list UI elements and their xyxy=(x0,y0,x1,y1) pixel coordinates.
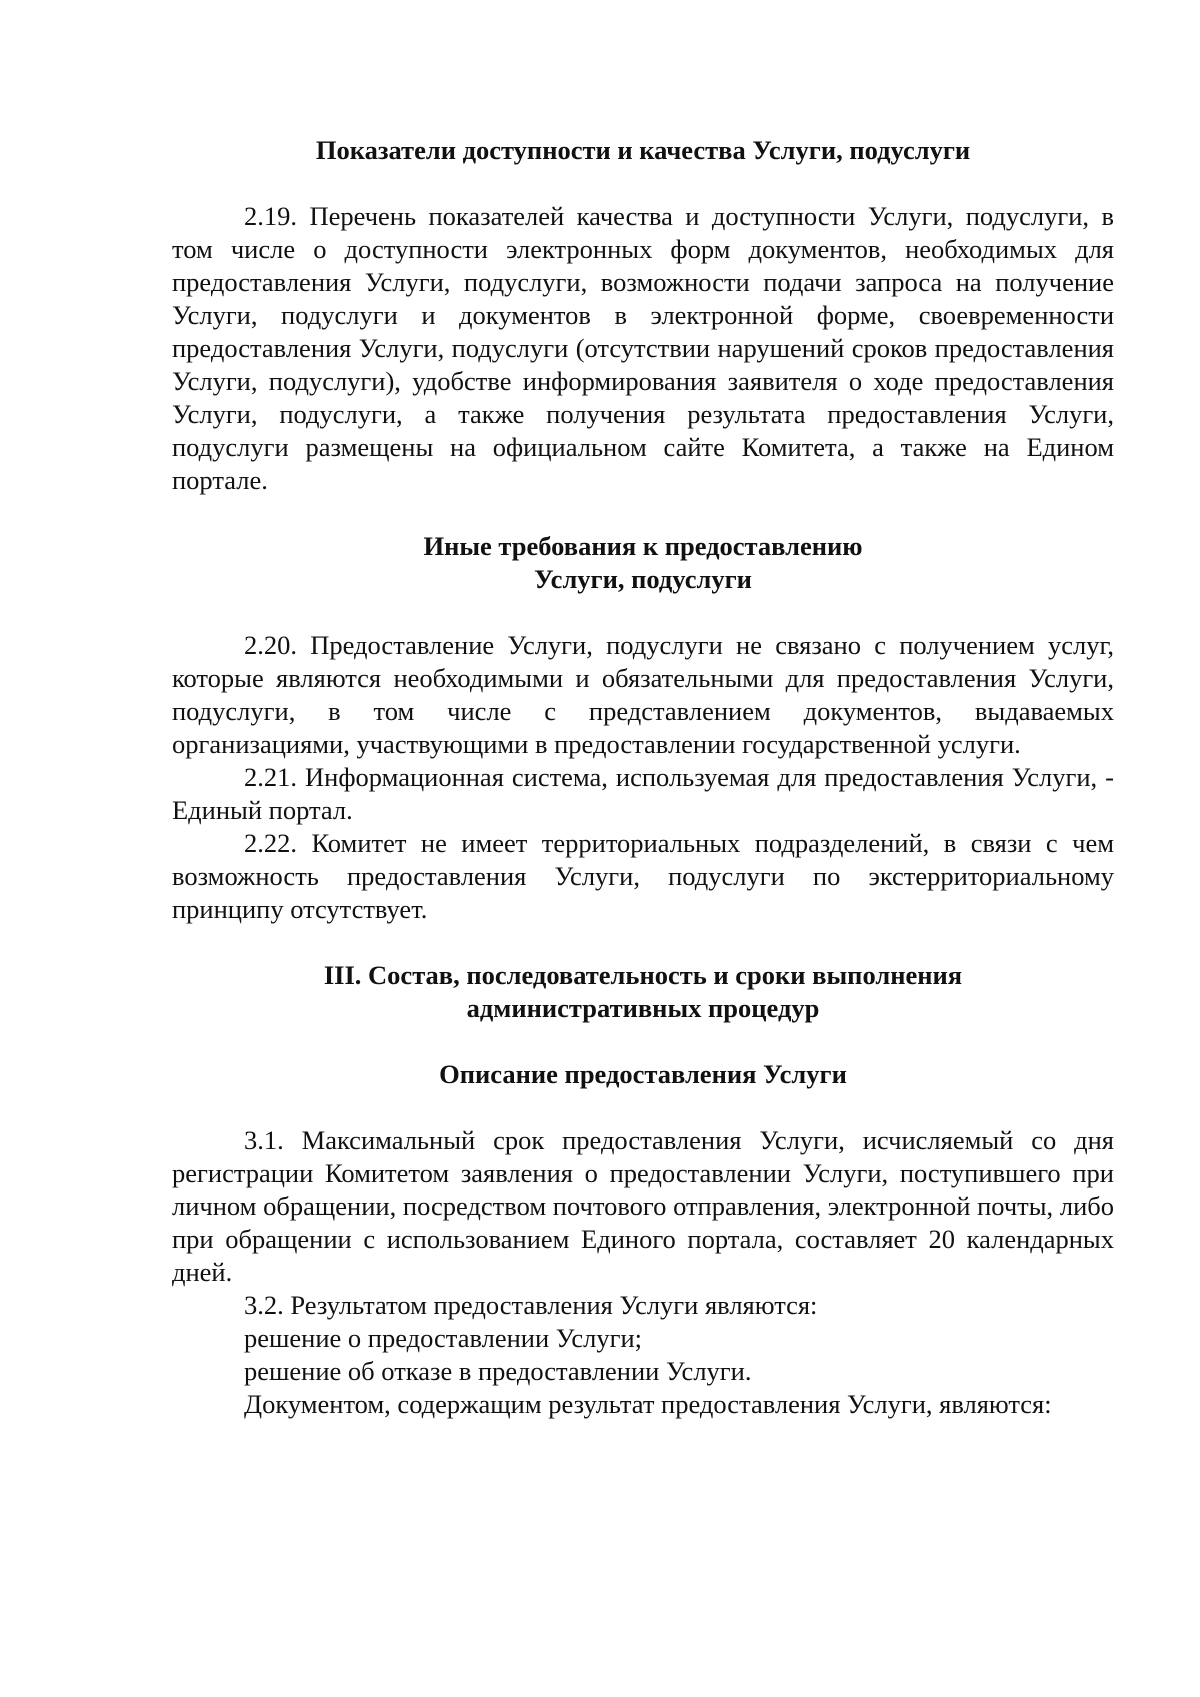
list-item-decision-refusal: решение об отказе в предоставлении Услуги. xyxy=(244,1356,752,1386)
paragraph-2-21: 2.21. Информационная система, используемая для предоставления Услуги, - Единый портал. xyxy=(172,762,1114,825)
paragraph-result-document: Документом, содержащим результат предоставления Услуги, являются: xyxy=(244,1389,1052,1419)
paragraph-3-1: 3.1. Максимальный срок предоставления Услуги, исчисляемый со дня регистрации Комитетом заявления о предоставлении Услуги, поступившего при личном обращении, посредством почтового отправления, электронной почты, либо при обращении с использованием Единого портала, составляет 20 календарных дней. xyxy=(172,1125,1114,1287)
heading-service-description: Описание предоставления Услуги xyxy=(439,1059,847,1089)
paragraph-3-2: 3.2. Результатом предоставления Услуги являются: xyxy=(244,1290,818,1320)
spacer xyxy=(172,926,1114,959)
heading-section-III: III. Состав, последовательность и сроки выполнения административных процедур xyxy=(323,960,963,1023)
heading-other-requirements: Иные требования к предоставлению Услуги, подуслуги xyxy=(423,531,863,594)
paragraph-2-22: 2.22. Комитет не имеет территориальных подразделений, в связи с чем возможность предоставления Услуги, подуслуги по экстерриториальному принципу отсутствует. xyxy=(172,828,1114,924)
spacer xyxy=(172,497,1114,530)
spacer xyxy=(172,596,1114,629)
paragraph-2-19: 2.19. Перечень показателей качества и доступности Услуги, подуслуги, в том числе о доступности электронных форм документов, необходимых для предоставления Услуги, подуслуги, возможности подачи запроса на получение Услуги, подуслуги и документов в электронной форме, своевременности предоставления Услуги, подуслуги (отсутствии нарушений сроков предоставления Услуги, подуслуги), удобстве информирования заявителя о ходе предоставления Услуги, подуслуги, а также получения результата предоставления Услуги, подуслуги размещены на официальном сайте Комитета, а также на Едином портале. xyxy=(172,201,1114,495)
spacer xyxy=(172,167,1114,200)
spacer xyxy=(172,1025,1114,1058)
list-item-decision-grant: решение о предоставлении Услуги; xyxy=(244,1323,643,1353)
heading-quality-indicators: Показатели доступности и качества Услуги, подуслуги xyxy=(315,135,971,165)
document-page xyxy=(172,134,1114,1421)
paragraph-2-20: 2.20. Предоставление Услуги, подуслуги не связано с получением услуг, которые являются необходимыми и обязательными для предоставления Услуги, подуслуги, в том числе с представлением документов, выдаваемых организациями, участвующими в предоставлении государственной услуги. xyxy=(172,630,1114,759)
spacer xyxy=(172,1091,1114,1124)
